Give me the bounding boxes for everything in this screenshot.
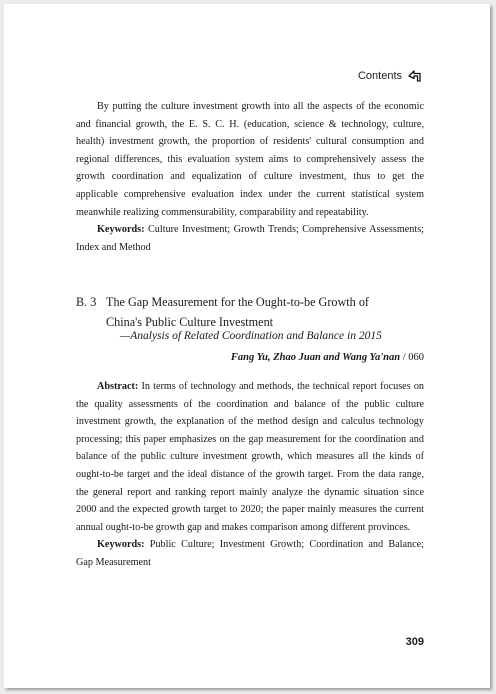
keywords-line <box>76 536 424 571</box>
authors: Fang Yu, Zhao Juan and Wang Ya'nan <box>230 352 401 363</box>
section-title-line2: China's Public Culture Investment <box>106 315 274 329</box>
section-subtitle: —Analysis of Related Coordination and Balance in 2015 <box>120 330 382 342</box>
page-reference[interactable]: / 060 <box>402 352 424 363</box>
section-title-text1: The Gap Measurement for the Ought-to-be Growth of <box>106 295 369 309</box>
keywords-label: Keywords: <box>97 539 145 551</box>
page-number: 309 <box>405 636 424 648</box>
byline <box>231 352 424 363</box>
abstract-text: In terms of technology and methods, the technical report focuses on the quality assessments of the coordination and balance of the public culture investment growth, the explanation of the method design and calculus technology processing; this paper emphasizes on the gap measurement for the coordination and balance of the public culture investment growth, which measures all the kinds of ought-to-be target and the ideal distance of the growth target. From the data range, the general report and ranking report mainly analyze the dynamic situation since 2000 and the expected growth target to 2020; the paper mainly measures the current annual ought-to-be growth gap and makes comparison among different provinces. <box>76 381 425 533</box>
page-sheet <box>4 4 490 688</box>
return-arrow-icon[interactable] <box>408 70 422 82</box>
section-title-line1 <box>76 292 424 312</box>
abstract-label: Abstract: <box>97 381 139 392</box>
contents-label: Contents <box>357 70 402 82</box>
section-number: B. 3 <box>76 295 97 309</box>
abstract-section-b <box>76 378 424 572</box>
keywords-label: Keywords: <box>97 224 145 236</box>
section-heading[interactable] <box>76 292 424 332</box>
keywords-text: Culture Investment; Growth Trends; Comprehensive Assessments; Index and Method <box>76 224 424 253</box>
contents-link[interactable] <box>358 70 422 82</box>
keywords-line <box>76 221 424 256</box>
keywords-text: Public Culture; Investment Growth; Coordination and Balance; Gap Measurement <box>76 539 424 568</box>
abstract-section-a <box>76 98 424 256</box>
abstract-text: By putting the culture investment growth into all the aspects of the economic and financial growth, the E. S. C. H. (education, science & technology, culture, health) investment growth, the proportion of residents' cultural consumption and regional differences, this evaluation system aims to comprehensively assess the growth coordination and equalization of culture investment, thus to get the applicable comprehensive evaluation index under the current statistical system meanwhile realizing commensurability, comparability and repeatability. <box>76 101 424 218</box>
abstract-paragraph <box>76 378 424 536</box>
